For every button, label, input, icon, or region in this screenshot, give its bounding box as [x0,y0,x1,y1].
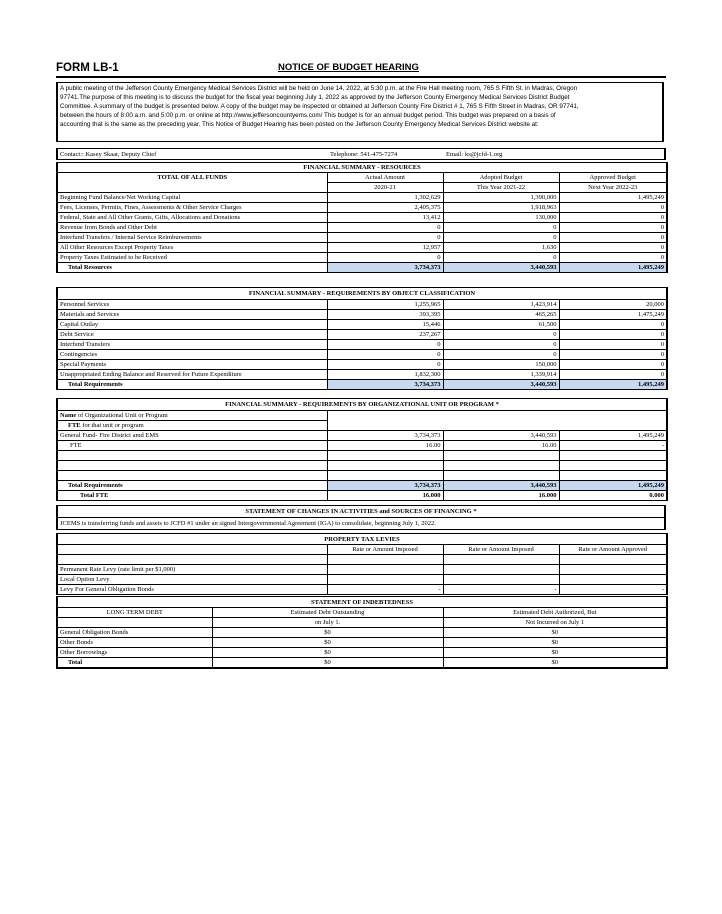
total-row [57,263,667,273]
column-header: on July 1. [212,618,443,628]
cell-value: 16.000 [443,491,559,501]
cell-value: 0 [559,370,667,380]
cell-value: 3,734,373 [327,481,443,491]
column-header: 2020-21 [327,183,443,193]
table-row [57,565,667,575]
cell-value: 150,000 [443,360,559,370]
row-label: Levy For General Obligation Bonds [57,585,327,595]
cell-value: 15,446 [327,320,443,330]
table-row [57,350,667,360]
cell-value: $0 [212,658,443,669]
cell-value: 0 [559,203,667,213]
cell-value: 0 [443,350,559,360]
cell-value: $0 [212,628,443,638]
cell-value: $0 [443,638,667,648]
column-header: Next Year 2022-23 [559,183,667,193]
cell-value: 0 [559,320,667,330]
cell-value: $0 [443,628,667,638]
section-title: PROPERTY TAX LEVIES [57,534,667,545]
cell-value: 0 [327,233,443,243]
cell-value: 0 [559,213,667,223]
intro-line: accounting that is the same as the preceding year. This Notice of Budget Hearing has been posted on the Jefferson County Emergency Medical Services District website at: [60,121,539,129]
cell-value: 20,000 [559,300,667,310]
total-row [57,658,667,669]
row-label: Other Bonds [57,638,212,648]
cell-value: 130,000 [443,213,559,223]
table-row [57,193,667,203]
table-row [57,575,667,585]
cell-value: 0 [327,340,443,350]
cell-value: $0 [443,658,667,669]
column-header: Rate or Amount Imposed [443,545,559,555]
column-header: Adopted Budget [443,173,559,183]
row-label: Total FTE [57,491,327,501]
table-row [57,628,667,638]
cell-value: 1,630 [443,243,559,253]
cell-value: 0 [327,360,443,370]
column-header: Estimated Debt Outstanding [212,608,443,618]
cell-value [443,575,559,585]
changes-table [56,505,666,530]
cell-value: 1,918,963 [443,203,559,213]
row-label: Total Requirements [57,481,327,491]
table-row [57,233,667,243]
row-label: Special Payments [57,360,327,370]
row-label: Other Borrowings [57,648,212,658]
cell-value: 0 [443,233,559,243]
fte-label-rest: for that unit or program [80,422,144,429]
intro-line: 97741.The purpose of this meeting is to discuss the budget for the fiscal year beginning July 1, 2022 as approved by the Jefferson County Emergency Medical Services District Budget [60,94,570,102]
row-label: Permanent Rate Levy (rate limit per $1,000) [57,565,327,575]
section-title: FINANCIAL SUMMARY - REQUIREMENTS BY OBJECT CLASSIFICATION [57,288,667,300]
table-row [57,431,667,441]
section-title: STATEMENT OF CHANGES IN ACTIVITIES and SOURCES OF FINANCING * [57,506,665,518]
cell-value: 0 [327,253,443,263]
table-row [57,213,667,223]
cell-value: 3,440,593 [443,380,559,390]
cell-value: 3,734,373 [327,380,443,390]
table-row [57,243,667,253]
page-title: NOTICE OF BUDGET HEARING [278,62,419,73]
cell-value: 1,495,249 [559,380,667,390]
cell-value: 1,302,629 [327,193,443,203]
cell-value: 1,495,249 [559,263,667,273]
cell-value: $0 [212,638,443,648]
cell-value: 3,440,593 [443,481,559,491]
total-row [57,481,667,491]
row-label: General Obligation Bonds [57,628,212,638]
row-label: Capital Outlay [57,320,327,330]
form-label: FORM LB-1 [56,62,119,74]
table-row [57,648,667,658]
contact-row [56,148,666,160]
table-row [57,310,667,320]
cell-value: 0 [559,243,667,253]
indebtedness-table [56,596,668,669]
cell-value: $0 [443,648,667,658]
intro-line: A public meeting of the Jefferson County Emergency Medical Services District will be held on June 14, 2022, at 5:30 p.m. at the Fire Hall meeting room, 765 S Fifth St. in Madras, Oregon [60,85,578,92]
empty-row [57,471,667,481]
levies-table [56,533,668,595]
row-label: Property Taxes Estimated to be Received [57,253,327,263]
section-title: STATEMENT OF INDEBTEDNESS [57,597,667,608]
table-row [57,340,667,350]
fte-label-bold: FTE [68,422,81,429]
table-row [57,638,667,648]
column-header: TOTAL OF ALL FUNDS [57,173,327,193]
fte-label [57,421,327,431]
changes-text: JCEMS is transferring funds and assets to JCFD #1 under an signed Intergovernmental Agreement (IGA) to consolidate, beginning July 1, 2022. [57,518,665,530]
column-header: This Year 2021-22 [443,183,559,193]
cell-value: 12,957 [327,243,443,253]
row-label: Materials and Services [57,310,327,320]
row-label: Total Requirements [57,380,327,390]
cell-value: 0 [443,340,559,350]
column-header: LONG TERM DEBT [57,608,212,618]
cell-value: 0 [559,340,667,350]
column-header: Rate or Amount Imposed [327,545,443,555]
org-unit-table [56,398,668,501]
row-label: Total Resources [57,263,327,273]
row-label: Debt Service [57,330,327,340]
resources-table [56,162,668,273]
row-label: Interfund Transfers [57,340,327,350]
empty-row [57,461,667,471]
section-title: FINANCIAL SUMMARY - REQUIREMENTS BY ORGANIZATIONAL UNIT OR PROGRAM * [57,399,667,411]
table-row [57,585,667,595]
cell-value: - [559,441,667,451]
cell-value [327,575,443,585]
cell-value: 237,267 [327,330,443,340]
row-label: All Other Resources Except Property Taxes [57,243,327,253]
cell-value: 0 [327,350,443,360]
section-title: FINANCIAL SUMMARY - RESOURCES [57,163,667,173]
cell-value: 393,395 [327,310,443,320]
table-row [57,330,667,340]
requirements-table [56,287,668,390]
cell-value: 0 [443,223,559,233]
cell-value: 0 [559,330,667,340]
column-header: Not Incurred on July 1 [443,618,667,628]
cell-value: 13,412 [327,213,443,223]
row-label: FTE [57,441,327,451]
cell-value: 0 [327,223,443,233]
table-row [57,370,667,380]
cell-value: $0 [212,648,443,658]
header-rule [56,76,666,78]
cell-value: 1,339,914 [443,370,559,380]
cell-value: 1,255,965 [327,300,443,310]
form-header [56,62,666,76]
table-row [57,441,667,451]
cell-value: 0.000 [559,491,667,501]
row-label: General Fund- Fire District amd EMS [57,431,327,441]
cell-value: 16.00 [327,441,443,451]
intro-line: between the hours of 8:00 a.m. and 5:00 p.m. or online at http://www.jeffersoncountyems.com/ This budget is for an annual budget period. This budget was prepared on a basis of [60,112,556,120]
table-row [57,300,667,310]
row-label: Interfund Transfers / Internal Service Reimbursements [57,233,327,243]
cell-value: 3,734,373 [327,431,443,441]
cell-value: 3,440,593 [443,263,559,273]
table-row [57,203,667,213]
row-label: Beginning Fund Balance/Net Working Capital [57,193,327,203]
total-row [57,491,667,501]
cell-value [327,565,443,575]
row-label: Fees, Licenses, Permits, Fines, Assessments & Other Service Charges [57,203,327,213]
cell-value: 0 [559,360,667,370]
column-header: Estimated Debt Authorized, But [443,608,667,618]
table-row [57,223,667,233]
total-row [57,380,667,390]
cell-value: 1,423,914 [443,300,559,310]
name-label-bold: Name [60,412,77,419]
row-label: Federal, State and All Other Grants, Gifts, Allocations and Donations [57,213,327,223]
cell-value: 0 [559,223,667,233]
cell-value [559,565,667,575]
row-label: Personnel Services [57,300,327,310]
cell-value: 1,495,249 [559,193,667,203]
table-row [57,320,667,330]
row-label: Total [57,658,212,669]
row-label: Local Option Levy [57,575,327,585]
row-label: Unappropriated Ending Balance and Reserved for Future Expenditure [57,370,327,380]
column-header: Approved Budget [559,173,667,183]
cell-value: 0 [443,330,559,340]
contact-email[interactable]: Email: ks@jcfd-1.org [446,151,503,158]
cell-value: - [443,585,559,595]
cell-value: 1,495,249 [559,431,667,441]
empty-row [57,451,667,461]
table-row [57,360,667,370]
cell-value: 0 [559,253,667,263]
cell-value: - [327,585,443,595]
cell-value [559,575,667,585]
cell-value: 2,405,375 [327,203,443,213]
cell-value: 0 [443,253,559,263]
row-label: Contingencies [57,350,327,360]
cell-value: 1,495,249 [559,481,667,491]
name-label [57,411,327,421]
cell-value: 0 [559,233,667,243]
cell-value: 1,832,300 [327,370,443,380]
name-label-rest: of Organizational Unit or Program [76,412,168,419]
cell-value: 3,440,593 [443,431,559,441]
contact-name: Contact:: Kasey Skaar, Deputy Chief [60,151,157,158]
cell-value: 1,475,249 [559,310,667,320]
contact-phone: Telephone: 541-475-7274 [330,151,398,158]
intro-line: Committee. A summary of the budget is presented below. A copy of the budget may be inspected or obtained at Jefferson County Fire District # 1, 765 S Fifth Street in Madras, OR 97741, [60,103,579,111]
intro-paragraph [56,82,664,142]
cell-value [443,565,559,575]
cell-value: 16.000 [327,491,443,501]
column-header: Rate or Amount Approved [559,545,667,555]
cell-value: 61,500 [443,320,559,330]
column-header: Actual Amount [327,173,443,183]
row-label: Revenue from Bonds and Other Debt [57,223,327,233]
cell-value: 1,390,000 [443,193,559,203]
cell-value: 3,734,373 [327,263,443,273]
cell-value: - [559,585,667,595]
cell-value: 16.00 [443,441,559,451]
cell-value: 0 [559,350,667,360]
cell-value: 465,265 [443,310,559,320]
table-row [57,253,667,263]
